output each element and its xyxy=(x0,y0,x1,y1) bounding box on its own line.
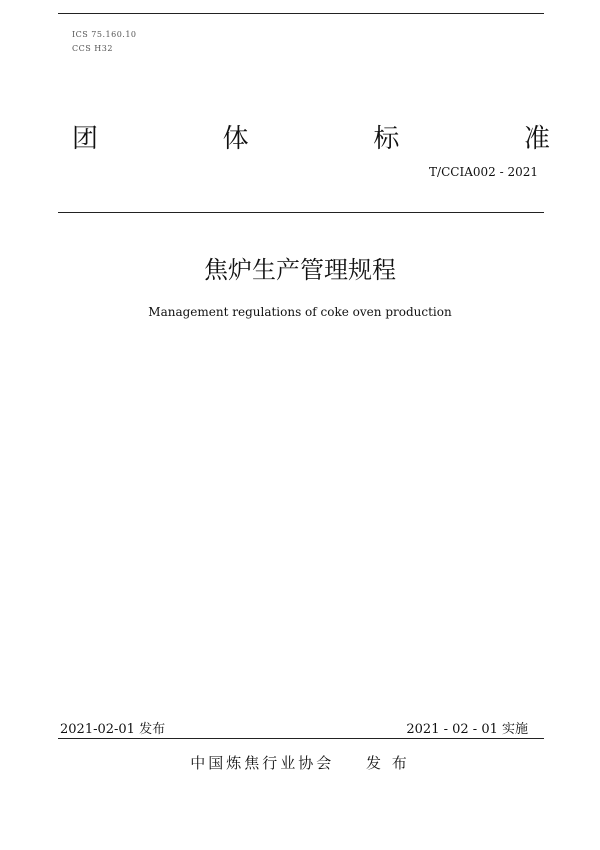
document-title-cn: 焦炉生产管理规程 xyxy=(204,256,396,284)
standard-type-char: 体 xyxy=(222,124,249,154)
ccs-code: CCS H32 xyxy=(72,44,113,53)
publishing-organization xyxy=(0,752,600,773)
document-title-en: Management regulations of coke oven production xyxy=(148,305,452,319)
ics-code: ICS 75.160.10 xyxy=(72,30,137,39)
implement-date: 2021 - 02 - 01 实施 xyxy=(406,722,528,737)
publish-label: 发 布 xyxy=(366,754,410,772)
standard-type-char: 团 xyxy=(72,124,99,154)
top-rule xyxy=(58,13,544,14)
standard-type-char: 准 xyxy=(523,124,550,154)
standard-type-char: 标 xyxy=(373,124,400,154)
publish-date: 2021-02-01 发布 xyxy=(60,722,166,737)
standard-number: T/CCIA002 - 2021 xyxy=(429,165,538,179)
standard-type-heading xyxy=(72,118,550,154)
header-divider xyxy=(58,212,544,213)
footer-divider xyxy=(58,738,544,739)
organization-name: 中国炼焦行业协会 xyxy=(190,754,335,772)
